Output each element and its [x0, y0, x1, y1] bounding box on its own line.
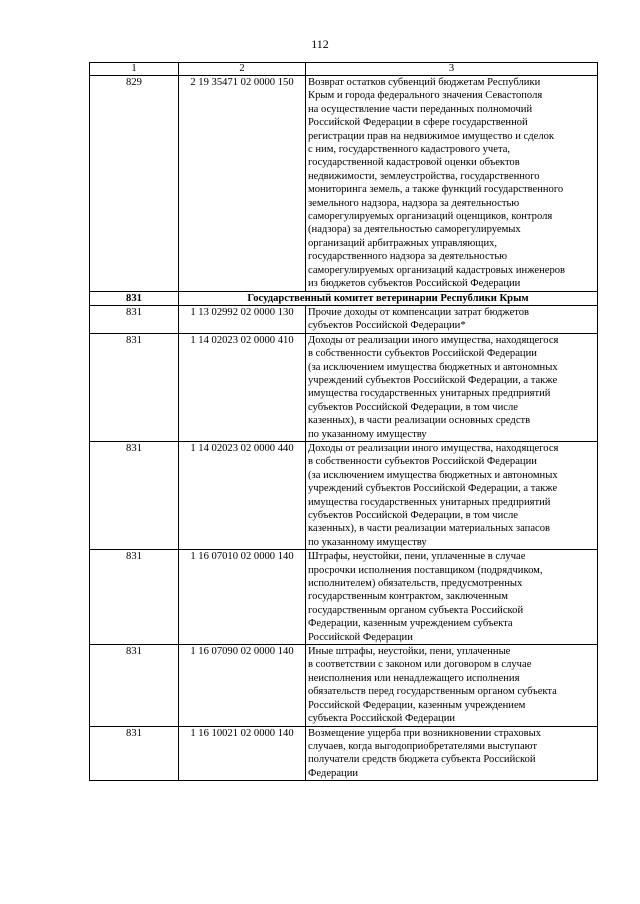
description-cell	[306, 333, 598, 441]
description-line: неисполнения или ненадлежащего исполнения	[308, 672, 520, 684]
description-line: Российской Федерации, казенным учреждением	[308, 699, 526, 711]
description-line: недвижимости, землеустройства, государственного	[308, 170, 540, 182]
description-line: государственным органом субъекта Российской	[308, 604, 524, 616]
description-line: обязательств перед государственным органом субъекта	[308, 686, 557, 698]
description-line: Возмещение ущерба при возникновении страховых	[308, 727, 542, 739]
description-line: казенных), в части реализации материальных запасов	[308, 523, 551, 535]
admin-code-cell: 829	[90, 76, 179, 292]
description-line: с ним, государственного кадастрового учета,	[308, 144, 511, 156]
table-row	[90, 441, 598, 549]
description-line: Возврат остатков субвенций бюджетам Республики	[308, 77, 541, 88]
description-line: Доходы от реализации иного имущества, находящегося	[308, 442, 559, 454]
description-line: Федерации, казенным учреждением субъекта	[308, 618, 513, 630]
description-line: регистрации прав на недвижимое имущество и сделок	[308, 130, 555, 142]
description-line: субъектов Российской Федерации, в том числе	[308, 510, 518, 521]
description-line: имущества государственных унитарных предприятий	[308, 496, 551, 508]
admin-code-cell: 831	[90, 726, 179, 781]
description-line: учреждений субъектов Российской Федерации, а также	[308, 374, 558, 386]
table-row	[90, 550, 598, 645]
description-cell	[306, 645, 598, 726]
admin-code-cell: 831	[90, 441, 179, 549]
description-line: организаций арбитражных управляющих,	[308, 237, 498, 249]
admin-code-cell: 831	[90, 645, 179, 726]
description-line: Доходы от реализации иного имущества, находящегося	[308, 334, 559, 346]
description-line: на осуществление части переданных полномочий	[308, 103, 533, 115]
description-line: государственной кадастровой оценки объектов	[308, 157, 520, 169]
description-line: Федерации	[308, 767, 359, 779]
column-header-1: 1	[90, 63, 179, 76]
description-line: случаев, когда выгодоприобретателями выступают	[308, 740, 538, 752]
admin-code-cell: 831	[90, 550, 179, 645]
description-line: (за исключением имущества бюджетных и автономных	[308, 469, 558, 481]
description-line: государственным контрактом, заключенным	[308, 591, 508, 603]
admin-code-cell: 831	[90, 305, 179, 333]
revenue-codes-table	[89, 62, 598, 781]
budget-code-cell: 1 16 07090 02 0000 140	[179, 645, 306, 726]
section-title: Государственный комитет ветеринарии Республики Крым	[179, 291, 598, 305]
table-row	[90, 76, 598, 292]
description-line: земельного надзора, надзора за деятельностью	[308, 197, 520, 209]
description-cell	[306, 305, 598, 333]
description-line: субъектов Российской Федерации*	[308, 320, 466, 332]
budget-code-cell: 2 19 35471 02 0000 150	[179, 76, 306, 292]
description-line: казенных), в части реализации основных средств	[308, 415, 531, 427]
description-line: Прочие доходы от компенсации затрат бюджетов	[308, 306, 530, 318]
table-body	[90, 76, 598, 781]
description-line: (за исключением имущества бюджетных и автономных	[308, 361, 558, 373]
table-row	[90, 305, 598, 333]
description-line: Российской Федерации	[308, 631, 413, 643]
column-header-2: 2	[179, 63, 306, 76]
column-header-3: 3	[306, 63, 598, 76]
budget-code-cell: 1 16 07010 02 0000 140	[179, 550, 306, 645]
description-line: из бюджетов субъектов Российской Федерации	[308, 278, 521, 290]
description-line: получатели средств бюджета субъекта Российской	[308, 754, 536, 766]
description-line: просрочки исполнения поставщиком (подрядчиком,	[308, 564, 543, 576]
description-line: в соответствии с законом или договором в случае	[308, 659, 532, 671]
table-row	[90, 333, 598, 441]
table-row	[90, 645, 598, 726]
admin-code-cell: 831	[90, 333, 179, 441]
description-cell	[306, 726, 598, 781]
description-line: мониторинга земель, а также функций государственного	[308, 184, 564, 196]
description-line: субъектов Российской Федерации, в том числе	[308, 401, 518, 413]
table-header-row	[90, 63, 598, 76]
description-line: государственного надзора за деятельностью	[308, 251, 508, 263]
section-header-row	[90, 291, 598, 305]
page-number: 112	[311, 37, 329, 51]
description-line: учреждений субъектов Российской Федерации, а также	[308, 483, 558, 495]
budget-code-cell: 1 14 02023 02 0000 440	[179, 441, 306, 549]
description-line: по указанному имуществу	[308, 428, 427, 440]
description-cell	[306, 550, 598, 645]
description-line: Крым и города федерального значения Севастополя	[308, 90, 543, 102]
description-line: Российской Федерации в сфере государственной	[308, 117, 528, 129]
description-line: по указанному имуществу	[308, 536, 427, 548]
budget-code-cell: 1 16 10021 02 0000 140	[179, 726, 306, 781]
description-cell	[306, 76, 598, 292]
description-line: в собственности субъектов Российской Федерации	[308, 456, 537, 468]
description-line: в собственности субъектов Российской Федерации	[308, 348, 537, 360]
description-line: Иные штрафы, неустойки, пени, уплаченные	[308, 646, 511, 658]
table-row	[90, 726, 598, 781]
description-line: Штрафы, неустойки, пени, уплаченные в случае	[308, 551, 526, 563]
budget-code-cell: 1 13 02992 02 0000 130	[179, 305, 306, 333]
description-cell	[306, 441, 598, 549]
description-line: (надзора) за деятельностью саморегулируемых	[308, 224, 521, 236]
budget-code-cell: 1 14 02023 02 0000 410	[179, 333, 306, 441]
description-line: имущества государственных унитарных предприятий	[308, 388, 551, 400]
description-line: субъекта Российской Федерации	[308, 713, 456, 725]
section-admin-code: 831	[90, 291, 179, 305]
description-line: исполнителем) обязательств, предусмотренных	[308, 578, 523, 590]
description-line: саморегулируемых организаций кадастровых инженеров	[308, 264, 566, 276]
description-line: саморегулируемых организаций оценщиков, контроля	[308, 211, 553, 223]
